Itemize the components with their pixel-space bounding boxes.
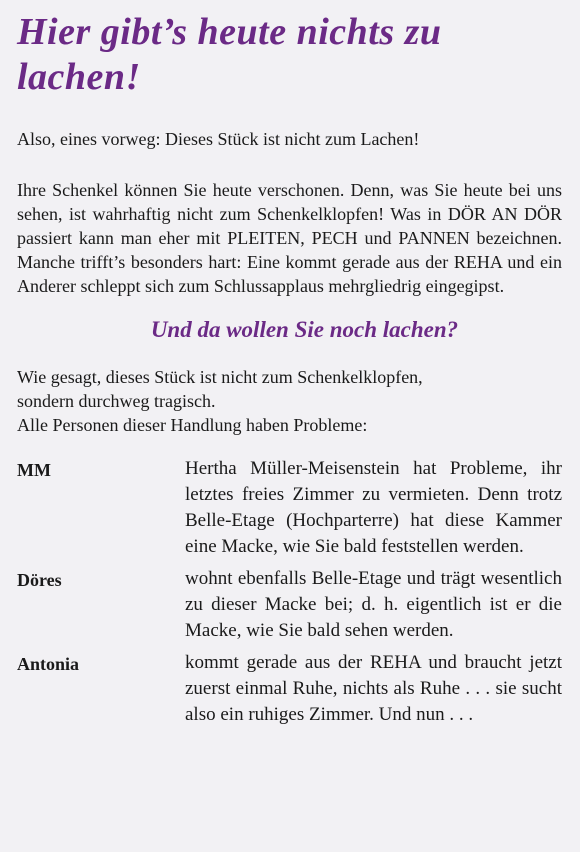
cast-name: Antonia: [17, 654, 80, 674]
cast-name: MM: [17, 460, 51, 480]
statement-line: sondern durchweg tragisch.: [17, 391, 216, 411]
cast-description: kommt gerade aus der REHA und braucht jetzt zuerst einmal Ruhe, nichts als Ruhe . . . sie sucht also ein ruhiges Zimmer. Und nun . . .: [185, 652, 562, 725]
intro-line: Also, eines vorweg: Dieses Stück ist nicht zum Lachen!: [17, 129, 420, 149]
cast-entry: [17, 566, 562, 644]
statement-block: [17, 365, 562, 437]
statement-line: Alle Personen dieser Handlung haben Probleme:: [17, 415, 368, 435]
cast-entry: [17, 650, 562, 728]
statement-line: Wie gesagt, dieses Stück ist nicht zum Schenkelklopfen,: [17, 367, 423, 387]
cast-description: Hertha Müller-Meisenstein hat Probleme, ihr letztes freies Zimmer zu vermieten. Denn trotz Belle-Etage (Hochparterre) hat diese Kammer eine Macke, wie Sie bald feststellen werden.: [185, 458, 562, 557]
cast-entry: [17, 456, 562, 560]
cast-description: wohnt ebenfalls Belle-Etage und trägt wesentlich zu dieser Macke bei; d. h. eigentlich ist er die Macke, wie Sie bald sehen werden.: [185, 568, 562, 641]
body-paragraph: Ihre Schenkel können Sie heute verschonen. Denn, was Sie heute bei uns sehen, ist wahrhaftig nicht zum Schenkelklopfen! Was in DÖR AN DÖR passiert kann man eher mit PLEITEN, PECH und PANNEN bezeichnen. Manche trifft’s besonders hart: Eine kommt gerade aus der REHA und ein Anderer schleppt sich zum Schlussapplaus mehrgliedrig eingegipst.: [17, 180, 562, 296]
page-title: Hier gibt’s heute nichts zu lachen!: [17, 11, 442, 98]
cast-name: Döres: [17, 570, 62, 590]
cast-list: [17, 456, 562, 728]
section-subtitle: Und da wollen Sie noch lachen?: [150, 317, 459, 342]
